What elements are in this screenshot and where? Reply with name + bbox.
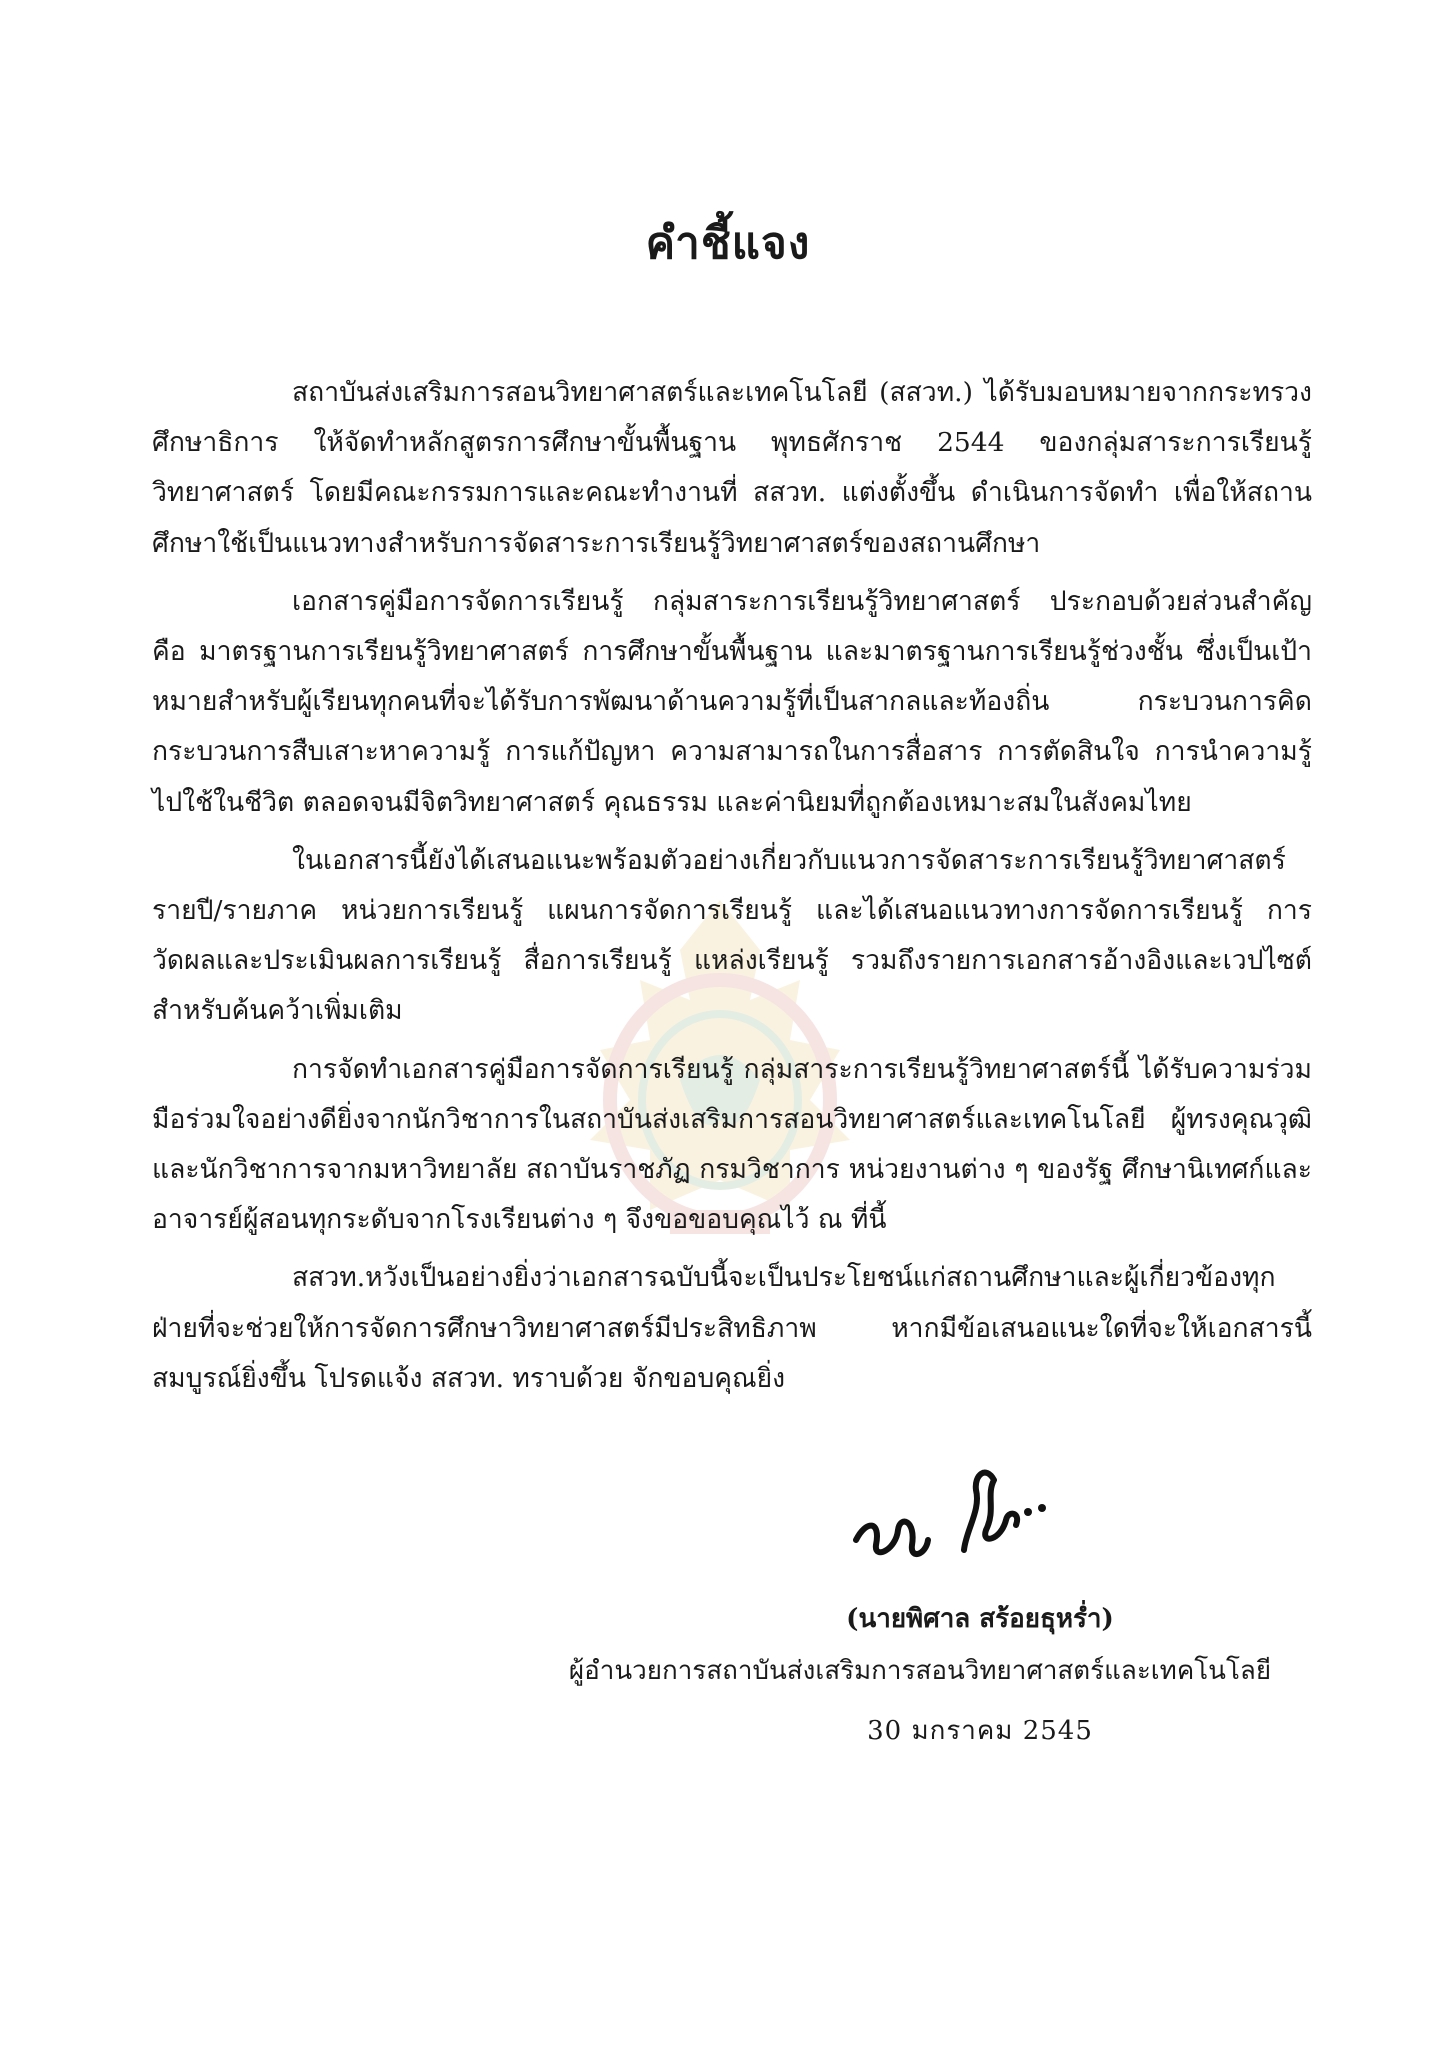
paragraph: เอกสารคู่มือการจัดการเรียนรู้ กลุ่มสาระการเรียนรู้วิทยาศาสตร์ ประกอบด้วยส่วนสำคัญ คือ มาตรฐานการเรียนรู้วิทยาศาสตร์ การศึกษาขั้นพื้นฐาน และมาตรฐานการเรียนรู้ช่วงชั้น ซึ่งเป็นเป้าหมายสำหรับผู้เรียนทุกคนที่จะได้รับการพัฒนาด้านความรู้ที่เป็นสากลและท้องถิ่น กระบวนการคิด กระบวนการสืบเสาะหาความรู้ การแก้ปัญหา ความสามารถในการสื่อสาร การตัดสินใจ การนำความรู้ไปใช้ในชีวิต ตลอดจนมีจิตวิทยาศาสตร์ คุณธรรม และค่านิยมที่ถูกต้องเหมาะสมในสังคมไทย [152, 585, 1312, 818]
body-text [152, 368, 1312, 1412]
handwritten-signature [836, 1450, 1076, 1580]
paragraph: สถาบันส่งเสริมการสอนวิทยาศาสตร์และเทคโนโลยี (สสวท.) ได้รับมอบหมายจากกระทรวงศึกษาธิการ ให้จัดทำหลักสูตรการศึกษาขั้นพื้นฐาน พุทธศักราช 2544 ของกลุ่มสาระการเรียนรู้วิทยาศาสตร์ โดยมีคณะกรรมการและคณะทำงานที่ สสวท. แต่งตั้งขึ้น ดำเนินการจัดทำ เพื่อให้สถานศึกษาใช้เป็นแนวทางสำหรับการจัดสาระการเรียนรู้วิทยาศาสตร์ของสถานศึกษา [152, 377, 1312, 559]
signer-name: (นายพิศาล สร้อยธุหร่ำ) [846, 1604, 1114, 1634]
signature-date: 30 มกราคม 2545 [867, 1716, 1093, 1746]
signer-position: ผู้อำนวยการสถาบันส่งเสริมการสอนวิทยาศาสตร์และเทคโนโลยี [568, 1656, 1272, 1686]
page-title: คำชี้แจง [645, 218, 811, 269]
paragraph: ในเอกสารนี้ยังได้เสนอแนะพร้อมตัวอย่างเกี่ยวกับแนวการจัดสาระการเรียนรู้วิทยาศาสตร์รายปี/รายภาค หน่วยการเรียนรู้ แผนการจัดการเรียนรู้ และได้เสนอแนวทางการจัดการเรียนรู้ การวัดผลและประเมินผลการเรียนรู้ สื่อการเรียนรู้ แหล่งเรียนรู้ รวมถึงรายการเอกสารอ้างอิงและเวปไซต์สำหรับค้นคว้าเพิ่มเติม [152, 844, 1312, 1027]
paragraph: การจัดทำเอกสารคู่มือการจัดการเรียนรู้ กลุ่มสาระการเรียนรู้วิทยาศาสตร์นี้ ได้รับความร่วมมือร่วมใจอย่างดียิ่งจากนักวิชาการในสถาบันส่งเสริมการสอนวิทยาศาสตร์และเทคโนโลยี ผู้ทรงคุณวุฒิและนักวิชาการจากมหาวิทยาลัย สถาบันราชภัฏ กรมวิชาการ หน่วยงานต่าง ๆ ของรัฐ ศึกษานิเทศก์และอาจารย์ผู้สอนทุกระดับจากโรงเรียนต่าง ๆ จึงขอขอบคุณไว้ ณ ที่นี้ [152, 1053, 1312, 1236]
paragraph: สสวท.หวังเป็นอย่างยิ่งว่าเอกสารฉบับนี้จะเป็นประโยชน์แก่สถานศึกษาและผู้เกี่ยวข้องทุกฝ่ายที่จะช่วยให้การจัดการศึกษาวิทยาศาสตร์มีประสิทธิภาพ หากมีข้อเสนอแนะใดที่จะให้เอกสารนี้สมบูรณ์ยิ่งขึ้น โปรดแจ้ง สสวท. ทราบด้วย จักขอบคุณยิ่ง [152, 1262, 1312, 1394]
